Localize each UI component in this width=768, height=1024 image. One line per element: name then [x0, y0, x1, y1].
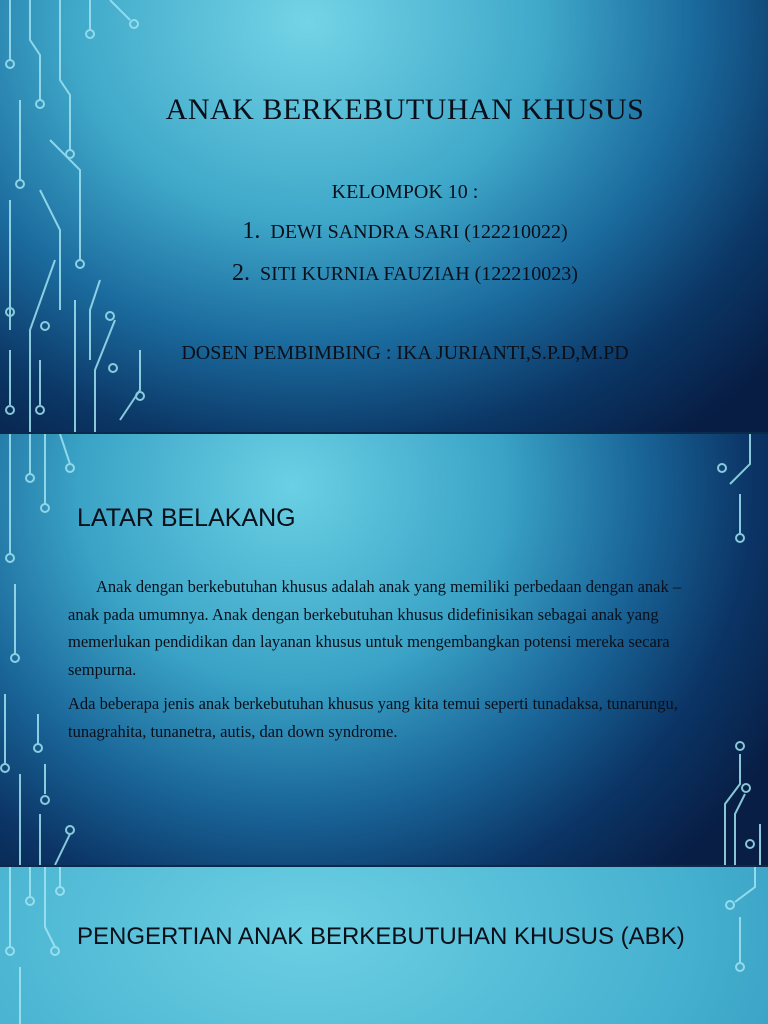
- paragraph-background: Anak dengan berkebutuhan khusus adalah anak yang memiliki perbedaan dengan anak – anak pada umumnya. Anak dengan berkebutuhan khusus didefinisikan sebagai anak yang memerlukan pendidikan dan layanan khusus untuk mengembangkan potensi mereka secara sempurna.: [68, 577, 682, 679]
- slide-definition: [0, 867, 768, 1024]
- slide-background-section: [0, 434, 768, 865]
- slide-title: [0, 0, 768, 432]
- section-title: PENGERTIAN ANAK BERKEBUTUHAN KHUSUS (ABK): [77, 923, 685, 950]
- group-label: KELOMPOK 10 :: [331, 181, 479, 203]
- lecturer-line: DOSEN PEMBIMBING : IKA JURIANTI,S.P.D,M.PD: [181, 342, 629, 364]
- circuit-decoration: [0, 0, 768, 432]
- paragraph-types: Ada beberapa jenis anak berkebutuhan khusus yang kita temui seperti tunadaksa, tunarungu, tunagrahita, tunanetra, autis, dan down syndrome.: [68, 694, 678, 741]
- presentation-title: ANAK BERKEBUTUHAN KHUSUS: [165, 93, 645, 126]
- member-item: [0, 218, 768, 245]
- member-number: 2.: [232, 260, 251, 286]
- member-name: SITI KURNIA FAUZIAH (122210023): [260, 263, 578, 285]
- member-number: 1.: [242, 218, 261, 244]
- member-name: DEWI SANDRA SARI (122210022): [270, 221, 568, 243]
- section-title: LATAR BELAKANG: [77, 504, 296, 532]
- member-item: [0, 260, 768, 287]
